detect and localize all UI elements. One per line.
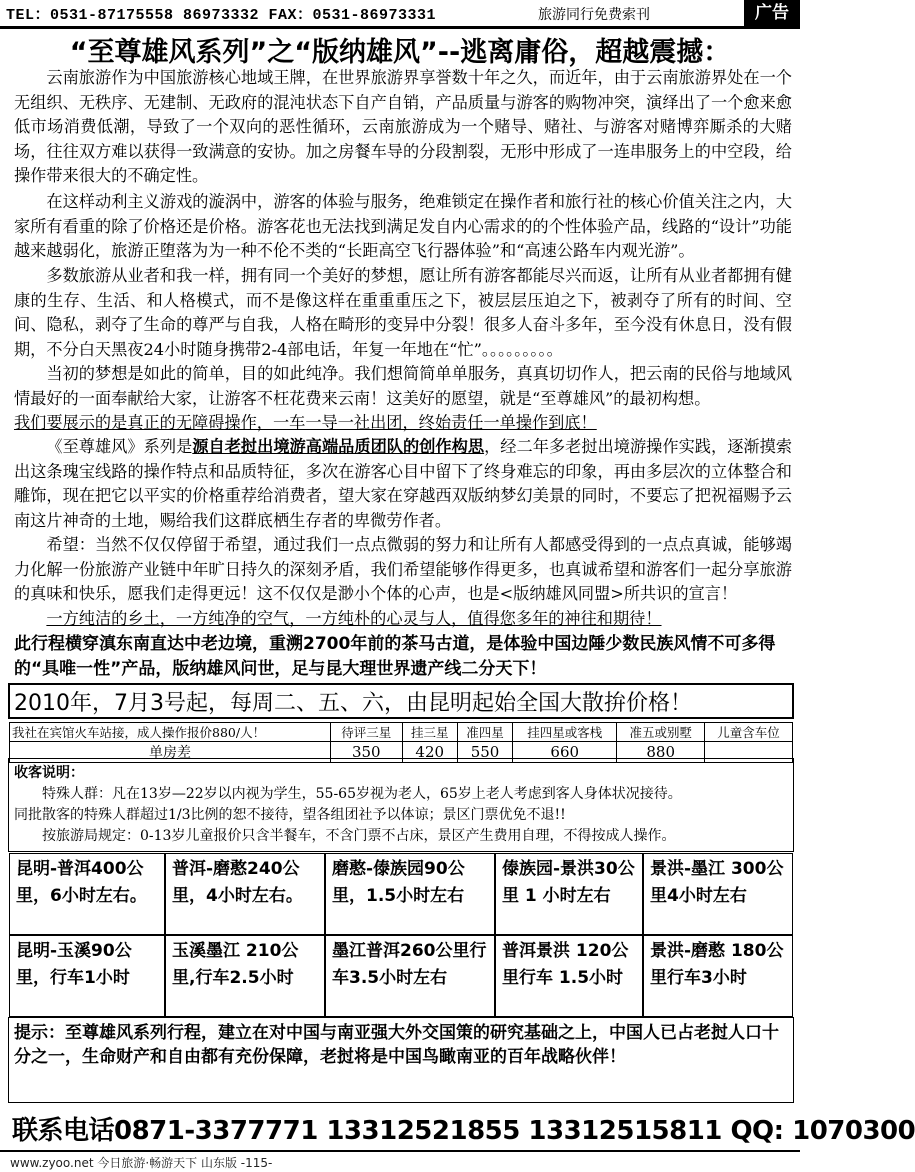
paragraph-5 — [14, 435, 792, 533]
notes-block — [14, 763, 792, 847]
price-col-5: 准五或别墅 — [617, 723, 705, 742]
route-cell: 墨江普洱260公里行车3.5小时左右 — [325, 935, 495, 1017]
route-cell: 普洱景洪 120公里行车 1.5小时 — [495, 935, 643, 1017]
paragraph-4: 当初的梦想是如此的简单，目的如此纯净。我们想简简单单服务，真真切切作人，把云南的民俗与地域风情最好的一面奉献给大家，让游客不枉花费来云南！这美好的愿望，就是“至尊雄风”的最初构想。 — [14, 364, 792, 408]
price-value-5: 880 — [617, 742, 705, 763]
paragraph-5-emphasis: 源自老挝出境游高端品质团队的创作构思 — [192, 437, 485, 456]
header-contact: TEL：0531-87175558 86973332 FAX：0531-86973331 — [6, 7, 437, 24]
footer-rule — [0, 1150, 800, 1152]
paragraph-5-start: 《至尊雄风》系列是 — [46, 437, 193, 456]
tip-text: 提示：至尊雄风系列行程，建立在对中国与南亚强大外交国策的研究基础之上，中国人已占老挝人口十分之一，生命财产和自由都有充份保障，老挝将是中国鸟瞰南亚的百年战略伙伴！ — [14, 1023, 779, 1067]
footer: www.zyoo.net 今日旅游·畅游天下 山东版 -115- — [10, 1156, 273, 1170]
notes-line-2: 同批散客的特殊人群超过1/3比例的恕不接待，望各组团社予以体谅；景区门票优免不退!! — [14, 807, 566, 823]
ad-badge: 广告 — [744, 0, 800, 26]
price-header-label: 我社在宾馆火车站接，成人操作报价880/人！ — [10, 723, 331, 742]
route-cell: 傣族园-景洪30公里 1 小时左右 — [495, 853, 643, 935]
price-value-2: 420 — [402, 742, 457, 763]
price-value-4: 660 — [513, 742, 617, 763]
bold-note: 此行程横穿滇东南直达中老边境，重溯2700年前的茶马古道，是体验中国边陲少数民族风情不可多得的“具唯一性”产品，版纳雄风问世，足与昆大理世界遗产线二分天下！ — [14, 634, 776, 679]
paragraph-5-end: ，经二年多老挝出境游操作实践，逐渐摸索出这条瑰宝线路的操作特点和品质特征，多次在游客心目中留下了终身难忘的印象，再由多层次的立体整合和雕饰，现在把它以平实的价格重荐给消费者，望大家在穿越西双版纳梦幻美景的同时，不要忘了把祝福赐予云南这片神奇的土地，赐给我们这群底栖生存者的卑微劳作者。 — [14, 437, 793, 530]
route-cell: 磨憨-傣族园90公里，1.5小时左右 — [325, 853, 495, 935]
price-row-label: 单房差 — [10, 742, 331, 763]
price-col-4: 挂四星或客栈 — [513, 723, 617, 742]
paragraph-4-statement: 我们要展示的是真正的无障碍操作，一车一导一社出团，终始责任一单操作到底！ — [14, 413, 597, 432]
paragraph-3: 多数旅游从业者和我一样，拥有同一个美好的梦想，愿让所有游客都能尽兴而返，让所有从业者都拥有健康的生存、生活、和人格模式，而不是像这样在重重重压之下，被层层压迫之下，被剥夺了所有的时间、空间、隐私，剥夺了生命的尊严与自我，人格在畸形的变异中分裂！很多人奋斗多年，至今没有休息日，没有假期，不分白天黑夜24小时随身携带2-4部电话，年复一年地在“忙”。。。。。。。。。 — [14, 266, 792, 359]
paragraph-1: 云南旅游作为中国旅游核心地域王牌，在世界旅游界享誉数十年之久，而近年，由于云南旅游界处在一个无组织、无秩序、无建制、无政府的混沌状态下自产自销，产品质量与游客的购物冲突，演绎出了一个愈来愈低市场消费低潮，导致了一个双向的恶性循环，云南旅游成为一个赌导、赌社、与游客对赌博弈厮杀的大赌场，往往双方难以获得一致满意的安协。加之房餐车导的分段割裂，无形中形成了一连串服务上的中空段，给操作带来很大的不确定性。 — [14, 68, 792, 186]
price-col-3: 准四星 — [457, 723, 512, 742]
price-table — [9, 722, 793, 763]
paragraph-6: 希望：当然不仅仅停留于希望，通过我们一点点微弱的努力和让所有人都感受得到的一点点真诚，能够竭力化解一份旅游产业链中年旷日持久的深刻矛盾，我们希望能够作得更多，也真诚希望和游客们一起分享旅游的真味和快乐，愿我们走得更远！这不仅仅是渺小个体的心声，也是<版纳雄风同盟>所共识的宣言！ — [14, 535, 792, 604]
paragraph-7: 一方纯洁的乡土，一方纯净的空气，一方纯朴的心灵与人，值得您多年的神往和期待！ — [46, 609, 662, 628]
notes-line-3: 按旅游局规定：0-13岁儿童报价只含半餐车，不含门票不占床，景区产生费用自理，不得按成人操作。 — [42, 828, 676, 844]
price-col-2: 挂三星 — [402, 723, 457, 742]
route-cell: 普洱-磨憨240公里，4小时左右。 — [165, 853, 325, 935]
price-value-3: 550 — [457, 742, 512, 763]
price-col-6: 儿童含车位 — [705, 723, 793, 742]
paragraph-2: 在这样动利主义游戏的漩涡中，游客的体验与服务，绝难锁定在操作者和旅行社的核心价值关注之内，大家所有看重的除了价格还是价格。游客花也无法找到满足发自内心需求的的个性体验产品，线路的“设计”功能越来越弱化，旅游正堕落为为一种不伦不类的“长距高空飞行器体验”和“高速公路车内观光游”。 — [14, 192, 792, 261]
route-cell: 昆明-玉溪90公里，行车1小时 — [9, 935, 165, 1017]
notes-title: 收客说明： — [14, 765, 84, 781]
route-cell: 玉溪墨江 210公里,行车2.5小时 — [165, 935, 325, 1017]
header-rule — [0, 26, 800, 29]
price-banner: 2010年，7月3号起，每周二、五、六，由昆明起始全国大散拚价格！ — [14, 691, 692, 716]
route-grid — [9, 853, 793, 1017]
route-cell: 昆明-普洱400公里，6小时左右。 — [9, 853, 165, 935]
notes-line-1: 特殊人群：凡在13岁—22岁以内视为学生，55-65岁视为老人，65岁上老人考虑到客人身体状况接待。 — [42, 786, 682, 802]
contact-line: 联系电话0871-3377771 13312521855 13312515811 QQ: 1070300 — [12, 1116, 915, 1146]
price-value-1: 350 — [331, 742, 403, 763]
headline: “至尊雄风系列”之“版纳雄风”--逃离庸俗，超越震撼： — [69, 37, 731, 68]
price-col-1: 待评三星 — [331, 723, 403, 742]
header-label: 旅游同行免费索刊 — [538, 7, 650, 23]
route-cell: 景洪-墨江 300公里4小时左右 — [643, 853, 793, 935]
price-header-row — [10, 723, 793, 742]
route-cell: 景洪-磨憨 180公里行车3小时 — [643, 935, 793, 1017]
top-bar — [0, 0, 800, 26]
